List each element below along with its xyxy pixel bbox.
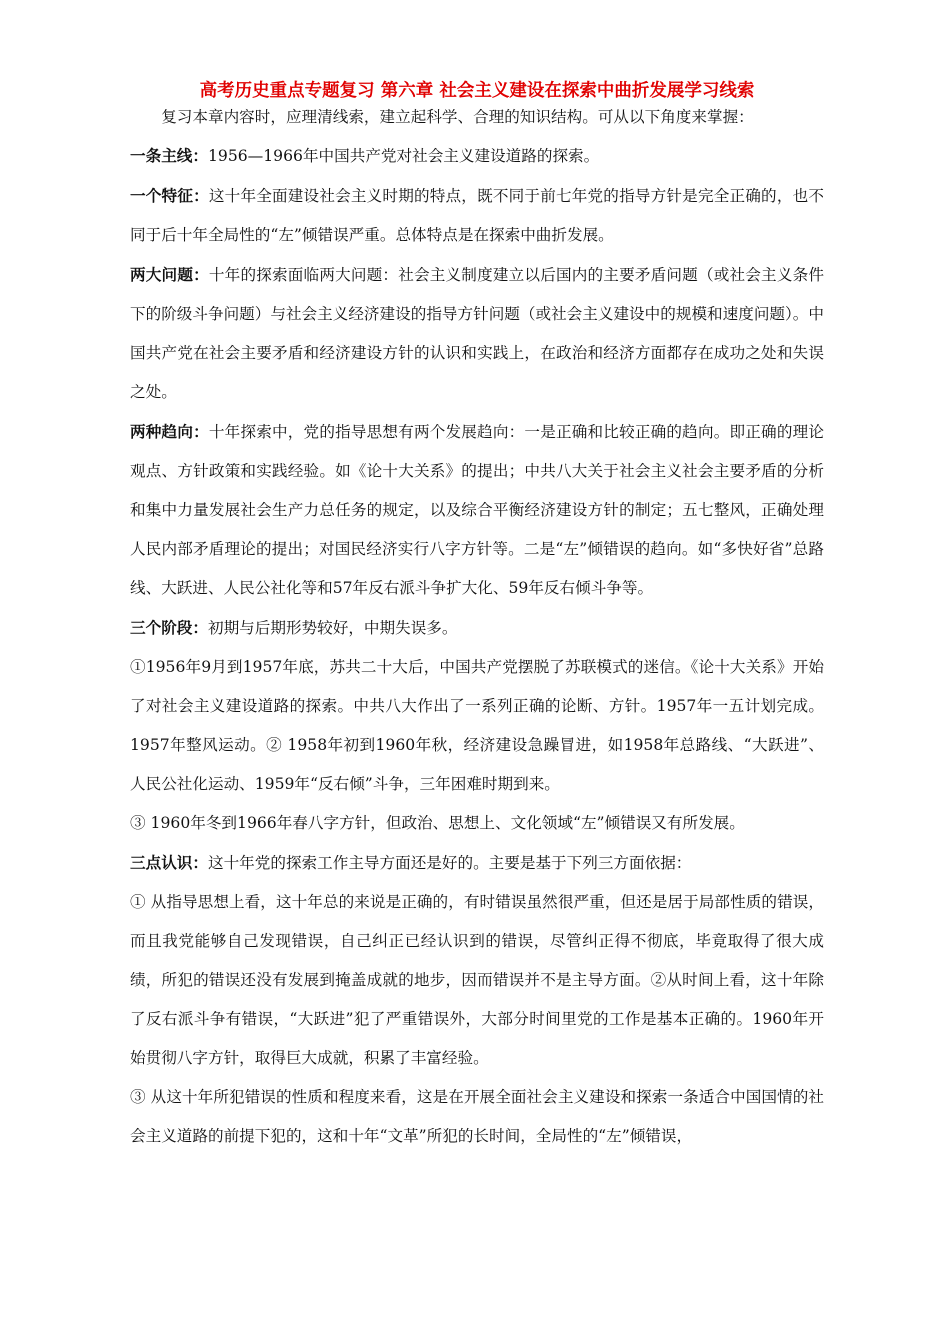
section-text: 这十年党的探索工作主导方面还是好的。主要是基于下列三方面依据：: [207, 854, 692, 872]
stage-paragraph-1: [130, 648, 824, 804]
section-text: ①1956年9月到1957年底，苏共二十大后，中国共产党摆脱了苏联模式的迷信。《论十大关系》开始了对社会主义建设道路的探索。中共八大作出了一系列正确的论断、方针。1957年一五计划完成。1957年整风运动。② 1958年初到1960年秋，经济建设急躁冒进，如1958年总路线、“大跃进”、人民公社化运动、1959年“反右倾”斗争，三年困难时期到来。: [130, 658, 824, 793]
section-main-line: [130, 136, 824, 176]
section-text: 十年探索中，党的指导思想有两个发展趋向：一是正确和比较正确的趋向。即正确的理论观点、方针政策和实践经验。如《论十大关系》的提出；中共八大关于社会主义社会主要矛盾的分析和集中力量发展社会生产力总任务的规定，以及综合平衡经济建设方针的制定；五七整风，正确处理人民内部矛盾理论的提出；对国民经济实行八字方针等。二是“左”倾错误的趋向。如“多快好省”总路线、大跃进、人民公社化等和57年反右派斗争扩大化、59年反右倾斗争等。: [130, 423, 824, 597]
section-text: 这十年全面建设社会主义时期的特点，既不同于前七年党的指导方针是完全正确的，也不同于后十年全局性的“左”倾错误严重。总体特点是在探索中曲折发展。: [130, 187, 824, 244]
section-three-stages: [130, 608, 824, 648]
section-text: ③ 从这十年所犯错误的性质和程度来看，这是在开展全面社会主义建设和探索一条适合中国国情的社会主义道路的前提下犯的，这和十年“文革”所犯的长时间，全局性的“左”倾错误，: [130, 1088, 824, 1145]
section-two-trends: [130, 412, 824, 608]
stage-paragraph-3: [130, 804, 824, 843]
section-two-problems: [130, 255, 824, 412]
section-text: 1956—1966年中国共产党对社会主义建设道路的探索。: [207, 147, 600, 165]
section-text: 十年的探索面临两大问题：社会主义制度建立以后国内的主要矛盾问题（或社会主义条件下的阶级斗争问题）与社会主义经济建设的指导方针问题（或社会主义建设中的规模和速度问题）。中国共产党在社会主要矛盾和经济建设方针的认识和实践上，在政治和经济方面都存在成功之处和失误之处。: [130, 266, 824, 401]
document-page: [130, 78, 824, 1156]
section-lead: 两种趋向：: [130, 422, 209, 441]
document-title: 高考历史重点专题复习 第六章 社会主义建设在探索中曲折发展学习线索: [199, 81, 755, 101]
section-three-points: [130, 843, 824, 883]
section-lead: 三点认识：: [130, 853, 208, 872]
section-lead: 一条主线：: [130, 146, 208, 165]
section-lead: 三个阶段：: [130, 618, 208, 637]
section-lead: 两大问题：: [130, 265, 209, 284]
section-feature: [130, 176, 824, 255]
point-paragraph-1: [130, 883, 824, 1078]
section-text: ① 从指导思想上看，这十年总的来说是正确的，有时错误虽然很严重，但还是居于局部性质的错误，而且我党能够自己发现错误，自己纠正已经认识到的错误，尽管纠正得不彻底，毕竟取得了很大成绩，所犯的错误还没有发展到掩盖成就的地步，因而错误并不是主导方面。②从时间上看，这十年除了反右派斗争有错误，“大跃进”犯了严重错误外，大部分时间里党的工作是基本正确的。1960年开始贯彻八字方针，取得巨大成就，积累了丰富经验。: [130, 893, 824, 1067]
intro-paragraph: 复习本章内容时，应理清线索，建立起科学、合理的知识结构。可从以下角度来掌握：: [161, 108, 754, 126]
point-paragraph-3: [130, 1078, 824, 1156]
section-lead: 一个特征：: [130, 186, 209, 205]
section-text: 初期与后期形势较好，中期失误多。: [207, 619, 458, 637]
section-text: ③ 1960年冬到1966年春八字方针，但政治、思想上、文化领域“左”倾错误又有所发展。: [130, 814, 745, 832]
